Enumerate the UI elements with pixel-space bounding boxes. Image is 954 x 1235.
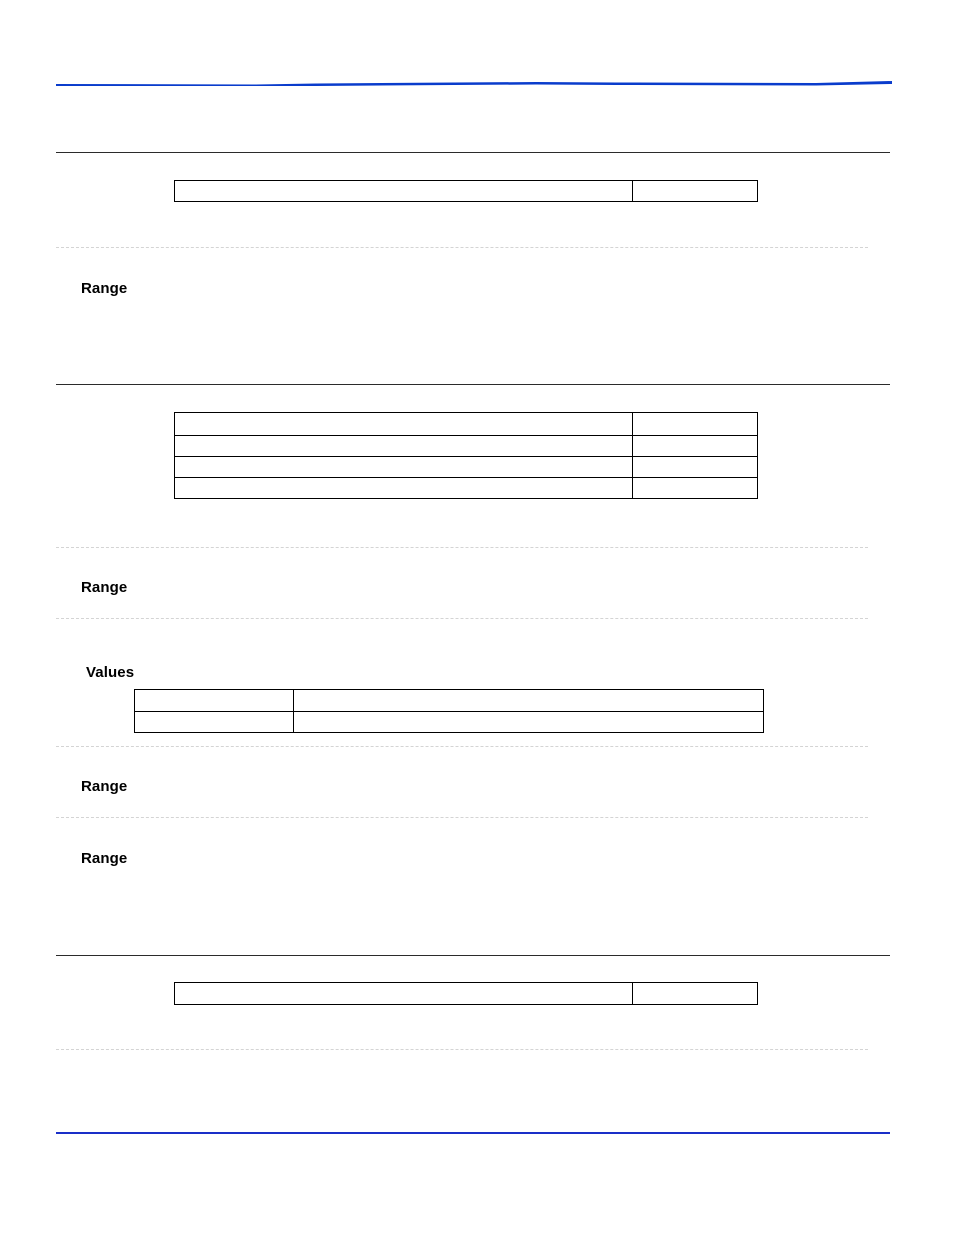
range-label: Range <box>81 850 128 867</box>
table-cell <box>633 983 758 1005</box>
section-1-table <box>174 180 758 202</box>
table-row <box>175 436 758 457</box>
table-cell <box>135 712 294 733</box>
footer-accent-bar <box>56 1132 890 1134</box>
section-2-field-divider <box>56 618 868 619</box>
table-row <box>175 478 758 499</box>
section-2-field-divider <box>56 817 868 818</box>
values-table <box>134 689 764 733</box>
section-2-top-rule <box>56 384 890 385</box>
table-row <box>175 413 758 436</box>
section-3-field-divider <box>56 1049 868 1050</box>
table-cell <box>633 413 758 436</box>
section-2-field-divider <box>56 547 868 548</box>
table-cell <box>175 457 633 478</box>
table-row <box>175 983 758 1005</box>
range-label: Range <box>81 579 128 596</box>
table-cell <box>135 690 294 712</box>
section-1-field-divider <box>56 247 868 248</box>
section-1-top-rule <box>56 152 890 153</box>
section-2-table <box>174 412 758 499</box>
table-cell <box>175 983 633 1005</box>
table-cell <box>633 436 758 457</box>
table-cell <box>633 181 758 202</box>
values-label: Values <box>86 664 135 681</box>
section-2-field-divider <box>56 746 868 747</box>
table-cell <box>633 457 758 478</box>
range-label: Range <box>81 778 128 795</box>
table-cell <box>294 712 764 733</box>
section-3-top-rule <box>56 955 890 956</box>
table-row <box>175 181 758 202</box>
table-cell <box>175 478 633 499</box>
table-row <box>135 712 764 733</box>
header-accent-bar <box>56 80 892 86</box>
table-cell <box>175 181 633 202</box>
table-row <box>135 690 764 712</box>
table-cell <box>633 478 758 499</box>
section-3-table <box>174 982 758 1005</box>
table-row <box>175 457 758 478</box>
table-cell <box>175 413 633 436</box>
range-label: Range <box>81 280 128 297</box>
table-cell <box>294 690 764 712</box>
header-accent-stroke <box>56 80 892 86</box>
table-cell <box>175 436 633 457</box>
